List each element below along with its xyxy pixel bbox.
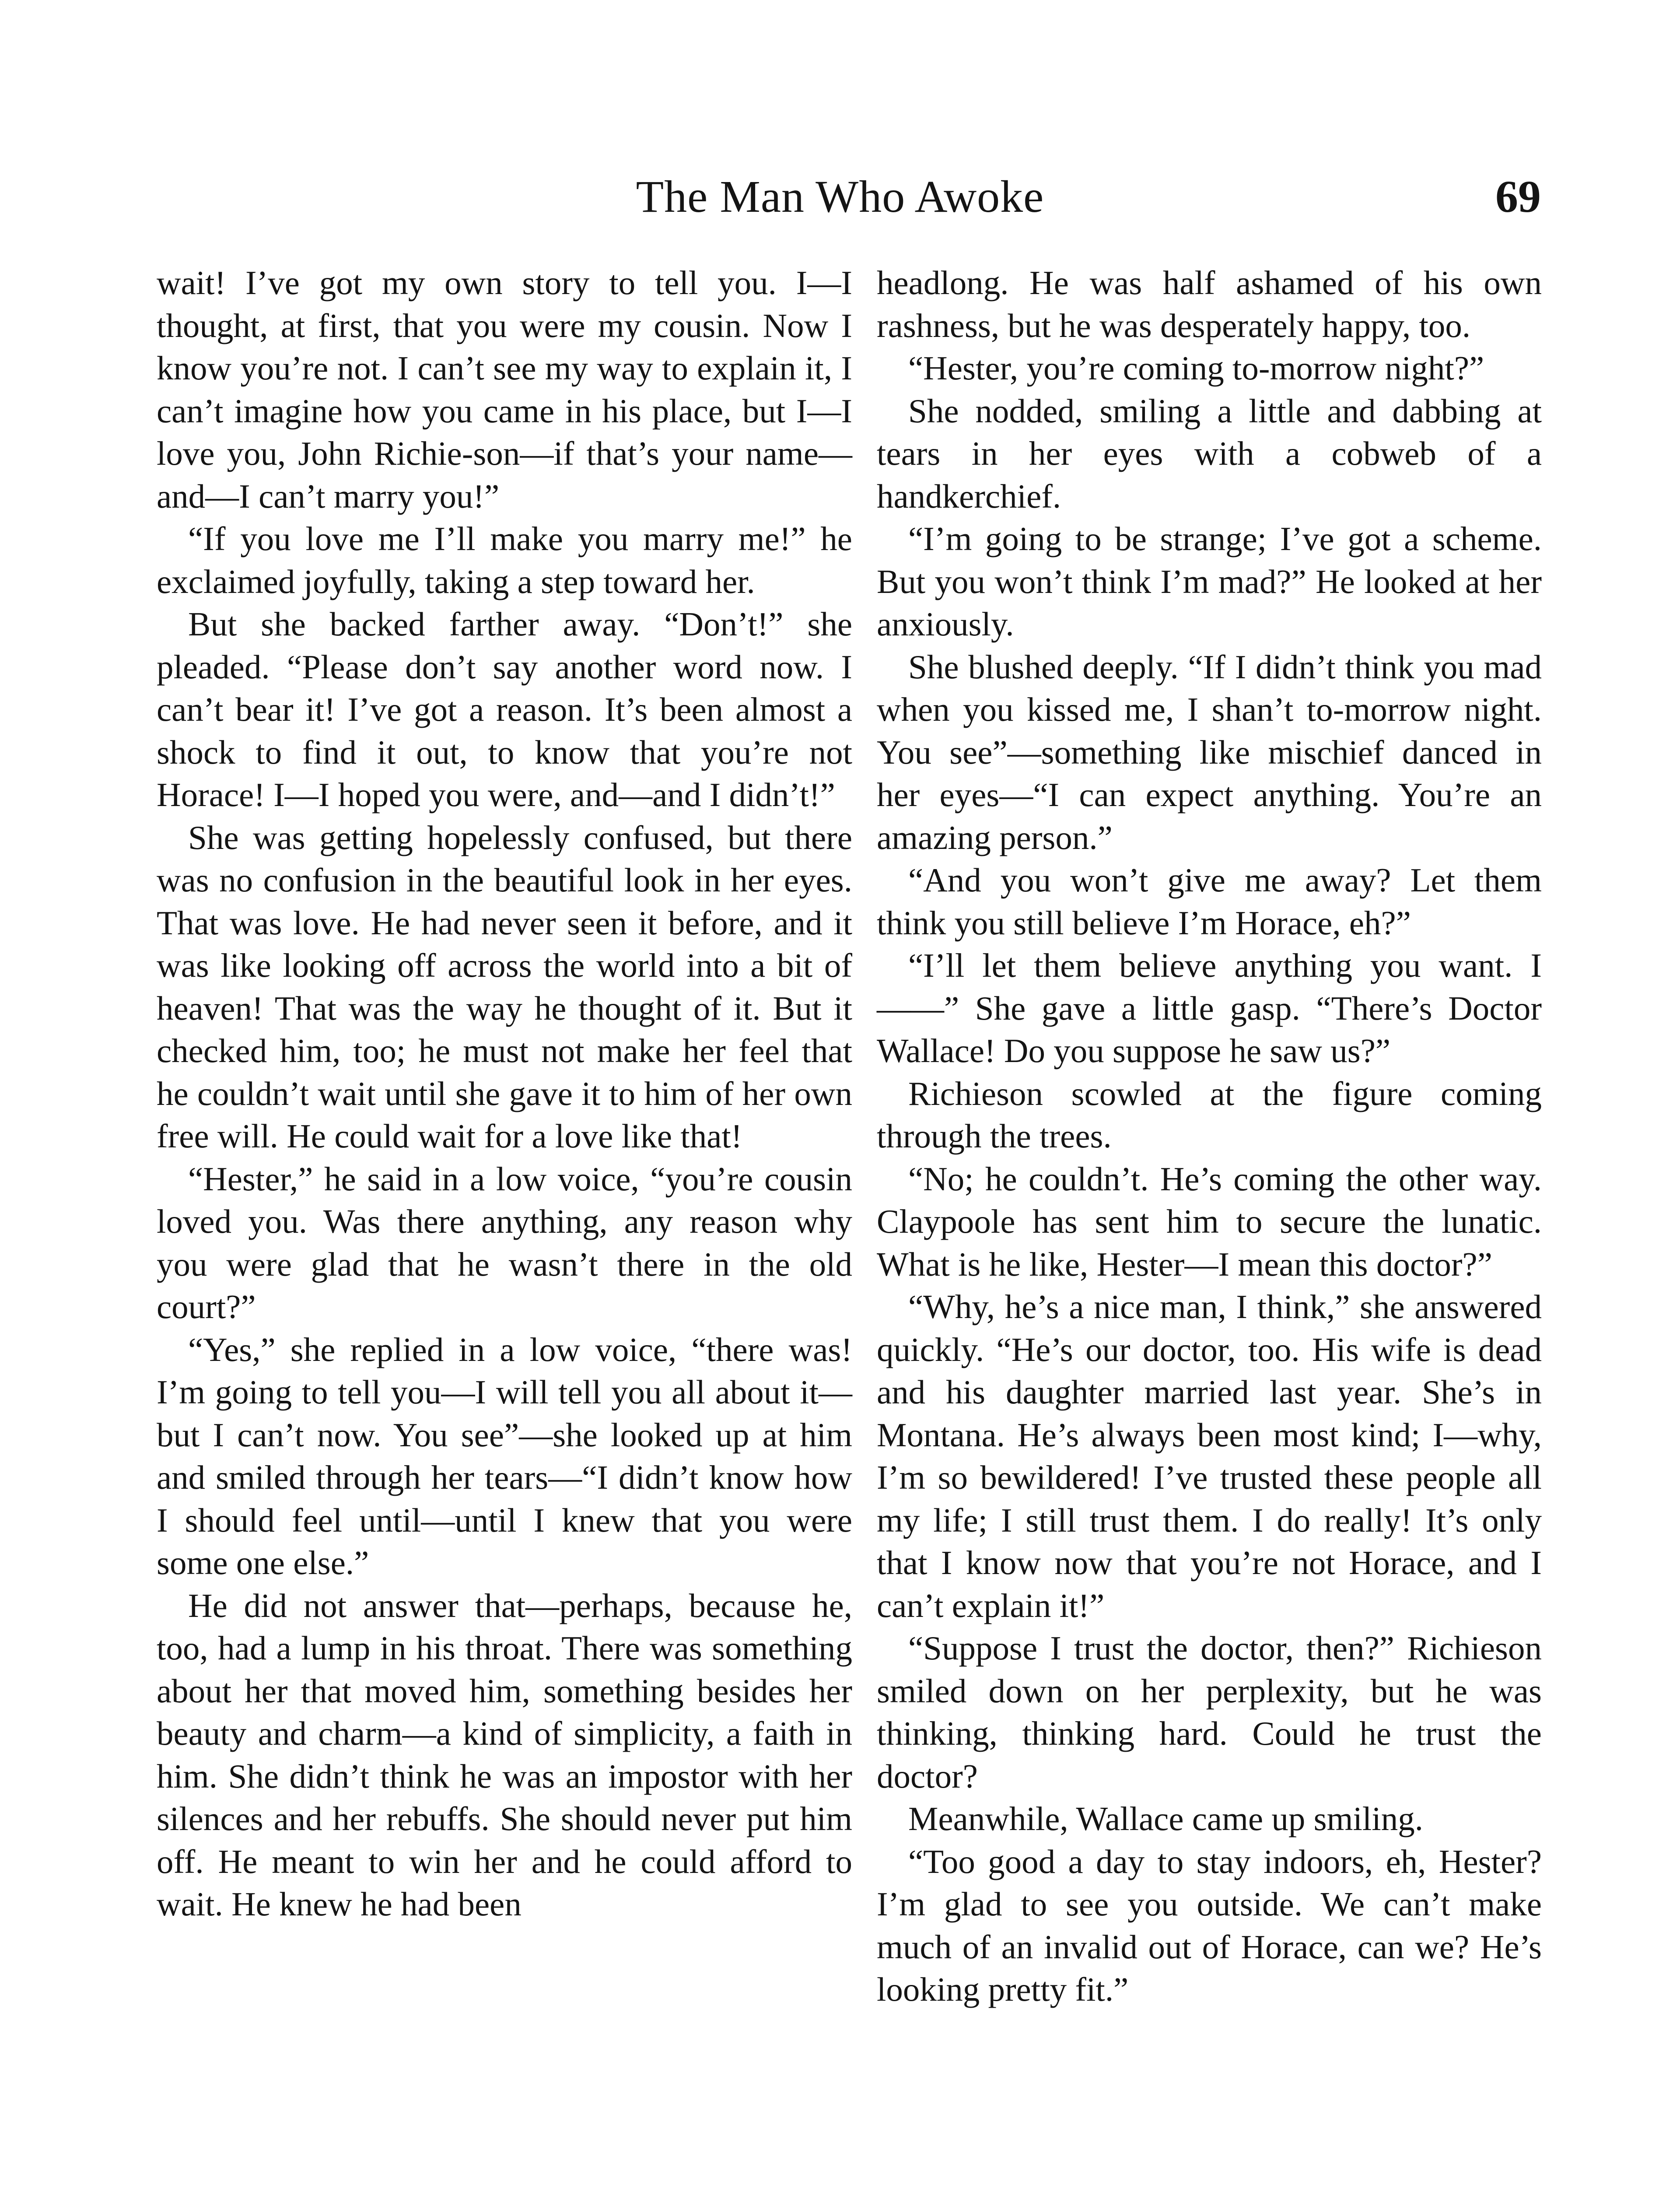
paragraph: “Suppose I trust the doctor, then?” Richieson smiled down on her perplexity, but he was thinking, thinking hard. Could he trust the doctor? [877,1629,1542,1795]
paragraph: “Yes,” she replied in a low voice, “there was! I’m going to tell you—I will tell you all about it—but I can’t now. You see”—she looked up at him and smiled through her tears—“I didn’t know how I should feel until—until I knew that you were some one else.” [157,1330,852,1581]
paragraph: wait! I’ve got my own story to tell you. I—I thought, at first, that you were my cousin. Now I know you’re not. I can’t see my way to explain it, I can’t imagine how you came in his place, but I—I love you, John Richie-son—if that’s your name—and—I can’t marry you!” [157,264,852,515]
paragraph: “No; he couldn’t. He’s coming the other way. Claypoole has sent him to secure the lunatic. What is he like, Hester—I mean this doctor?” [877,1160,1542,1283]
running-title: The Man Who Awoke [636,172,1044,222]
left-text-column [157,262,852,1926]
page-number: 69 [1495,172,1541,222]
paragraph: headlong. He was half ashamed of his own rashness, but he was desperately happy, too. [877,264,1542,344]
paragraph: “If you love me I’ll make you marry me!” he exclaimed joyfully, taking a step toward her. [157,520,852,600]
paragraph: “Hester,” he said in a low voice, “you’re cousin loved you. Was there anything, any reason why you were glad that he wasn’t there in the old court?” [157,1160,852,1325]
paragraph: “Why, he’s a nice man, I think,” she answered quickly. “He’s our doctor, too. His wife is dead and his daughter married last year. She’s in Montana. He’s always been most kind; I—why, I’m so bewildered! I’ve trusted these people all my life; I still trust them. I do really! It’s only that I know now that you’re not Horace, and I can’t explain it!” [877,1288,1542,1624]
paragraph: She nodded, smiling a little and dabbing at tears in her eyes with a cobweb of a handkerchief. [877,392,1542,515]
paragraph: “Hester, you’re coming to-morrow night?” [908,349,1484,387]
page-header [0,166,1680,232]
paragraph: Richieson scowled at the figure coming through the trees. [877,1074,1542,1155]
paragraph: He did not answer that—perhaps, because he, too, had a lump in his throat. There was something about her that moved him, something besides her beauty and charm—a kind of simplicity, a faith in him. She didn’t think he was an impostor with her silences and her rebuffs. She should never put him off. He meant to win her and he could afford to wait. He knew he had been [157,1586,852,1923]
paragraph: Meanwhile, Wallace came up smiling. [908,1800,1423,1837]
paragraph: “And you won’t give me away? Let them think you still believe I’m Horace, eh?” [877,861,1542,942]
right-text-column [877,262,1542,2011]
paragraph: “Too good a day to stay indoors, eh, Hester? I’m glad to see you outside. We can’t make much of an invalid out of Horace, can we? He’s looking pretty fit.” [877,1842,1542,2008]
paragraph: But she backed farther away. “Don’t!” she pleaded. “Please don’t say another word now. I can’t bear it! I’ve got a reason. It’s been almost a shock to find it out, to know that you’re not Horace! I—I hoped you were, and—and I didn’t!” [157,605,852,813]
paragraph: “I’ll let them believe anything you want. I——” She gave a little gasp. “There’s Doctor Wallace! Do you suppose he saw us?” [877,947,1542,1069]
paragraph: She was getting hopelessly confused, but there was no confusion in the beautiful look in her eyes. That was love. He had never seen it before, and it was like looking off across the world into a bit of heaven! That was the way he thought of it. But it checked him, too; he must not make her feel that he couldn’t wait until she gave it to him of her own free will. He could wait for a love like that! [157,818,852,1155]
paragraph: She blushed deeply. “If I didn’t think you mad when you kissed me, I shan’t to-morrow night. You see”—something like mischief danced in her eyes—“I can expect anything. You’re an amazing person.” [877,648,1542,856]
paragraph: “I’m going to be strange; I’ve got a scheme. But you won’t think I’m mad?” He looked at her anxiously. [877,520,1542,643]
